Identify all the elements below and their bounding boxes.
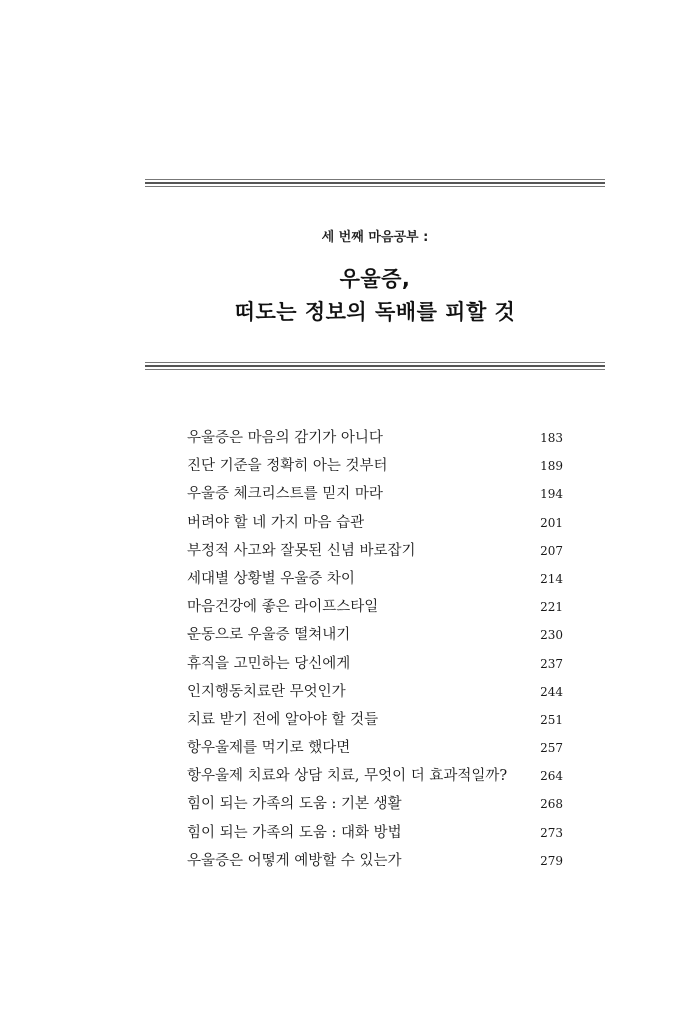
toc-entry-title: 인지행동치료란 무엇인가 [187, 683, 346, 700]
toc-entry-title: 마음건강에 좋은 라이프스타일 [187, 599, 379, 616]
toc-entry-page: 264 [540, 769, 563, 784]
toc-entry-title: 항우울제를 먹기로 했다면 [187, 740, 351, 757]
part-title-line-2: 떠도는 정보의 독배를 피할 것 [234, 300, 516, 324]
toc-entry-page: 257 [540, 741, 563, 756]
toc-entry-title: 치료 받기 전에 알아야 할 것들 [187, 711, 379, 728]
toc-entry-title: 진단 기준을 정확히 아는 것부터 [187, 458, 388, 475]
toc-entry-page: 230 [540, 628, 563, 643]
toc-entry [187, 762, 563, 790]
toc-entry [187, 706, 563, 734]
toc-entry [187, 509, 563, 537]
top-rule [145, 179, 605, 189]
toc-entry-page: 273 [540, 825, 563, 840]
toc-entry-page: 189 [540, 459, 563, 474]
toc-entry-title: 버려야 할 네 가지 마음 습관 [187, 514, 365, 531]
toc-entry [187, 480, 563, 508]
toc-entry-title: 우울증은 마음의 감기가 아니다 [187, 430, 383, 446]
toc-entry-title: 힘이 되는 가족의 도움 : 기본 생활 [187, 796, 402, 813]
toc-entry-page: 237 [540, 656, 563, 671]
toc-entry [187, 734, 563, 762]
part-label: 세 번째 마음공부 : [321, 230, 429, 245]
bottom-rule [145, 362, 605, 372]
toc-entry-page: 183 [540, 431, 563, 445]
toc-entry-page: 201 [540, 515, 563, 530]
toc-entry-page: 221 [540, 600, 563, 615]
toc-entry-title: 세대별 상황별 우울증 차이 [187, 570, 355, 587]
toc-entry-page: 207 [540, 543, 563, 558]
toc-entry [187, 678, 563, 706]
toc-entry [187, 537, 563, 565]
toc-entry-title: 부정적 사고와 잘못된 신념 바로잡기 [187, 542, 416, 559]
toc-entry-page: 268 [540, 797, 563, 812]
toc-entry-page: 279 [540, 853, 563, 868]
toc-entry [187, 847, 563, 875]
toc-entry [187, 452, 563, 480]
toc-entry-title: 힘이 되는 가족의 도움 : 대화 방법 [187, 824, 402, 841]
toc-entry-page: 214 [540, 571, 563, 586]
table-of-contents [187, 424, 563, 875]
toc-entry [187, 819, 563, 847]
toc-entry [187, 424, 563, 452]
toc-entry [187, 593, 563, 621]
toc-entry-title: 우울증은 어떻게 예방할 수 있는가 [187, 852, 402, 869]
toc-entry [187, 790, 563, 818]
toc-entry-page: 244 [540, 684, 563, 699]
toc-entry-title: 항우울제 치료와 상담 치료, 무엇이 더 효과적일까? [187, 768, 508, 785]
part-title-line-1: 우울증, [339, 267, 411, 291]
toc-entry-title: 휴직을 고민하는 당신에게 [187, 655, 351, 672]
toc-entry-title: 우울증 체크리스트를 믿지 마라 [187, 486, 383, 503]
toc-entry-title: 운동으로 우울증 떨쳐내기 [187, 627, 351, 644]
toc-entry [187, 650, 563, 678]
toc-entry-page: 194 [540, 487, 563, 502]
toc-entry [187, 621, 563, 649]
toc-entry-page: 251 [540, 712, 563, 727]
toc-entry [187, 565, 563, 593]
